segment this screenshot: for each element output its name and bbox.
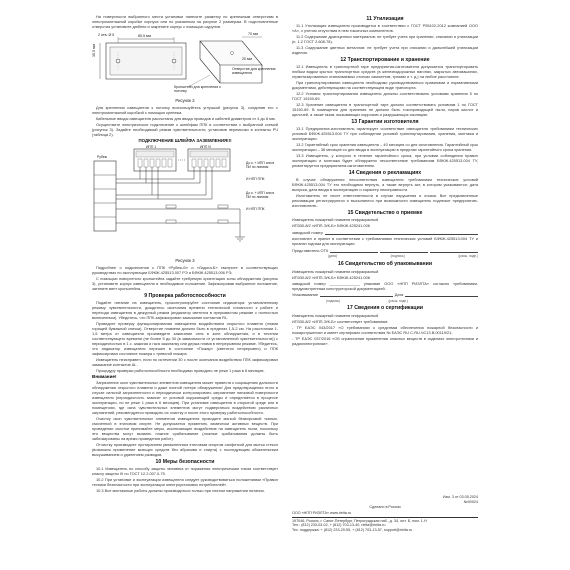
- attention-paragraph: Загрязнение окон чувствительных элементов извещателя может привести к сокращению дальности обнаружения открытого пламени и даже полной потере обнаружения! Для предотвращения этого в случае сильной загрязненности и периодически контролировать загрязнение линзовой поверхности извещателя (периодичность зависит от условий окружающей среды и определяется в процессе эксплуатации, но не реже 1 раза в 6 месяцев). При установке извещателя в открытой среде или в помещениях, где окна чувствительных элементов могут подвергаться воздействию различных загрязнений, рекомендуется проводить их очистку и после этого проверку работоспособности.: [92, 380, 278, 416]
- company-row: [292, 511, 478, 518]
- section-16-title: 16 Свидетельство об упаковывании: [337, 260, 433, 267]
- otk-signature-field[interactable]: [380, 249, 428, 253]
- section-13-paragraph: 13.3 Извещатель, у которого в течение гарантийного срока, при условии соблюдения правил эксплуатации и монтажа будет обнаружено несоответствие требованиям БФКЖ.425513.004 ТУ, ремонтируется предприятием-изготовителем.: [292, 153, 478, 169]
- section-10-title: 10 Меры безопасности: [155, 458, 215, 465]
- company-support: Тех. поддержка: + (812) 233-29-55, + (812) 703-13-57, support@rielta.ru: [292, 528, 413, 533]
- pack-date-label: Дата: [394, 292, 404, 298]
- figure-2: [92, 31, 278, 97]
- made-in-russia: Сделано в России: [369, 505, 401, 509]
- figure-3-caption: Рисунок 3: [175, 258, 195, 263]
- mounting-dimensions-drawing: [92, 31, 278, 93]
- section-10-paragraph: 10.1 Извещатель по способу защиты человека от поражения электрическим током соответствует классу защиты III по ГОСТ 12.2.007.0-75.: [92, 466, 278, 477]
- pack-date-field[interactable]: [405, 293, 478, 297]
- otk-name-field[interactable]: [430, 249, 478, 253]
- right-note-1: До к. + ИПП или в ПИ по линиям: [246, 161, 275, 169]
- hint-signature: (подпись): [390, 254, 405, 259]
- mid-paragraph: Осуществите электрическое подключение к шлейфам ППК в соответствии с выбранной схемой (рисунок 3). Задайте необходимый режим чувствительности, установив перемычки в контакты РЧ (таблица 2).: [92, 122, 278, 137]
- section-12-paragraph: 12.3 Хранение извещателя в транспортной таре должно соответствовать условиям 1 по ГОСТ 15150-69. В помещении для хранения не должно быть токопроводящей пыли, паров кислот и щелочей, а также газов, вызывающих коррозию и разрушающих изоляцию.: [292, 102, 478, 118]
- hint-pack-signature: (подпись): [326, 298, 341, 303]
- hint-pack-name: (расш. подп.): [388, 298, 408, 303]
- hole-note-label: Отверстие для крепления извещателя: [232, 67, 276, 75]
- version-text: Изм. 3 от 03.05.2024: [442, 495, 478, 499]
- after-fig3-paragraph: С помощью поворотного кронштейна задайте требуемую ориентацию зоны обнаружения (рисунок 3), установите корпус извещателя в необходимое положение. Зафиксировав выбранное положение, затяните винт кронштейна.: [92, 276, 278, 291]
- section-15-text: изготовлен и принят в соответствии с требованиями технических условий БФКЖ.425513.004 ТУ и признан годным для эксплуатации.: [292, 236, 478, 247]
- after-fig3-paragraph: Подробнее о подключении к ППК «Рубеж-Б» и «Ладога-Б» смотрите в соответствующих руководствах по эксплуатации БФКЖ.425513.007 РЭ и БФКЖ.425513.006 РЭ.: [92, 265, 278, 275]
- serial-number-field[interactable]: [325, 231, 478, 235]
- right-note-4: И НПП ППК: [246, 207, 265, 211]
- figure-3-title: ПОДКЛЮЧЕНИЕ ШЛЕЙФА ЗАЗЕМЛЕНИЯ!!!: [138, 138, 232, 143]
- section-16-line: ИП330-8/2 «ИПП-Э/К-Б» БФКЖ.425241.006: [292, 274, 370, 280]
- dim-left-label: 35,5 мм: [92, 44, 96, 57]
- device-n-label: ИПП N: [200, 145, 211, 149]
- section-17-line: - ТР ЕАЭС 037/2016 «Об ограничении применения опасных веществ в изделиях электротехники и радиоэлектроники».: [292, 335, 478, 346]
- section-17-line: Извещатель пожарный пламени инфракрасный: [292, 312, 379, 318]
- section-12-paragraph: При транспортировании извещателя необходимо руководствоваться правилами и нормативными документами, действующими на соответствующем виде транспорта.: [292, 80, 478, 91]
- section-14-paragraph: Изготовитель не несет ответственности в случае нарушения и отказа. Все предъявленные рекламации регистрируются и высылаются при возможности извещатель подлежит предприятию-изготовителю.: [292, 193, 478, 209]
- right-column: [292, 14, 478, 347]
- hint-name: (расш. подп.): [458, 254, 478, 259]
- serial-number-row: [292, 230, 478, 235]
- section-17-line: ИП330-8/2 «ИПП-Э/К-Б» соответствует требованиям:: [292, 318, 389, 324]
- company-name: ООО «НПП РИЗЛТА» www.rielta.ru: [292, 510, 352, 515]
- section-15-line: ИП330-8/2 «ИПП-Э/К-Б» БФКЖ.425241.006: [292, 223, 370, 229]
- section-9-paragraph: Извещатель неисправен, если по истечении 30 с после окончания воздействия ППК зафиксировал замыкание контактов AL.: [92, 357, 278, 368]
- company-address: 197046, Россия, г. Санкт-Петербург, Петроградская наб., д. 34, лит. Б, пом. 1-Н: [292, 518, 427, 523]
- pack-hints: [292, 299, 478, 304]
- otk-label: Представитель ОТК: [292, 247, 329, 253]
- section-12-title: 12 Транспортирование и хранение: [340, 56, 430, 63]
- section-9-paragraph: Проведите проверку функционирования извещателя воздействием открытого пламени (пламя горящей бумажной спички). Отверстие пламени должно быть в пределах 1,5-2 см. На расстоянии 1-1,5 метра от извещателя произведите зажигание огня в зоне обнаружения, и в течении соответствующего времени (не более 5 до 30 (в зависимости от установленной чувствительности)) с периодичностью в 1 с. зажигая и гася зажигалку или держа пламя в непрерывном режиме. Убедитесь, что индикатор извещателя перешел в состояние «Пожар» (светится непрерывно) и ППК зафиксировал состояние пожара с тревогой пожара.: [92, 321, 278, 357]
- right-note-2: И НПП ППК: [246, 177, 265, 181]
- section-10-paragraph: 10.2 При установке и эксплуатации извещателя следует руководствоваться положениями «Правил техники безопасности при эксплуатации электроустановок потребителей».: [92, 477, 278, 488]
- dim-right-label: 70 мм: [248, 32, 258, 36]
- pack-label: Упаковывание: [292, 292, 319, 298]
- otk-row: [292, 248, 478, 253]
- hint-date: (дата): [328, 254, 337, 259]
- right-note-3: До к. + ИПП или в ПИ по линиям: [246, 191, 275, 199]
- otk-hints: [292, 254, 478, 259]
- section-17-line: - ТР ЕАЭС 043/2017 «О требованиях к средствам обеспечения пожарной безопасности и пожаротушения» и имеет сертификат соответствия № ЕАЭС RU С-RU.ЧС13.В.00119/21;: [292, 324, 478, 335]
- section-13-paragraph: 13.1 Предприятие-изготовитель гарантирует соответствие извещателя требованиям технических условий БФКЖ.425513.004 ТУ при соблюдении условий транспортирования, хранения, монтажа и эксплуатации.: [292, 126, 478, 142]
- section-14-paragraph: В случае обнаружения несоответствия извещателя требованиям технических условий БФКЖ.425513.004 ТУ его необходимо вернуть, а также вернуть акт, в котором указываются: дата выпуска, дата ввода в эксплуатацию и характер неисправности.: [292, 177, 478, 193]
- section-11-title: 11 Утилизация: [366, 15, 404, 22]
- section-13-paragraph: 13.2 Гарантийный срок хранения извещателя – 40 месяцев со дня изготовления. Гарантийный срок эксплуатации – 36 месяцев со дня ввода в эксплуатацию в пределах гарантийного срока хранения.: [292, 142, 478, 153]
- attention-paragraph: Отчистку производите протиранием увлажненным этиловым спиртом салфеткой для мытья стекол (возможно применение моющих средств без абразива и спирта) с последующим обязательным высушиванием и удалением разводов.: [92, 442, 278, 458]
- section-11-paragraph: 11.3 Содержание цветных металлов: не требует учета при списании и дальнейшей утилизации изделия.: [292, 45, 478, 56]
- dim-small-label: 20 мм: [242, 57, 252, 61]
- section-9-paragraph: Процедуру проверки работоспособности необходимо проводить не реже 1 раза в 6 месяцев.: [96, 368, 265, 374]
- section-11-paragraph: 11.1 Утилизация извещателя производится в соответствии с ГОСТ Р55102-2012 компанией ООО «А», с учетом отсутствия в нем токсичных компонентов.: [292, 23, 478, 34]
- section-13-title: 13 Гарантии изготовителя: [351, 118, 419, 125]
- section-12-paragraph: 12.1 Извещатель в транспортной таре предприятия-изготовителя допускается транспортировать любым видом крытых транспортных средств (в железнодорожных вагонах, закрытых автомашинах, герметизированных отапливаемых отсеках самолетов, трюмах и т. д.) на любое расстояние.: [292, 64, 478, 80]
- serial-number-label: заводской номер: [292, 229, 323, 235]
- pack-signature-field[interactable]: [320, 293, 393, 297]
- section-16-line: Извещатель пожарный пламени инфракрасный: [292, 268, 379, 274]
- dim-top-label: 85,5 мм: [138, 34, 151, 38]
- left-column: [92, 14, 278, 494]
- section-9-paragraph: Подайте питание на извещатель, проконтролируйте состояние индикатора: установленному режиму чувствительности, дождитесь окончания времени технической готовности к работе и перехода извещателя в дежурный режим (индикатор светится в прерывистом режиме с полностью включенным). Убедитесь, что ППК зафиксировал замыкание контактов RL.: [92, 300, 278, 321]
- company-phones: Тел.: (812) 233-03-02, + (812) 703-13-40, rielta@rielta.ru: [292, 523, 386, 528]
- otk-date-field[interactable]: [330, 249, 378, 253]
- intro-paragraph: На поверхности выбранного места установки нанесите разметку по крепежным отверстиям в электромонтажной коробке корпуса или по указанным на рисунке 2 размерам. В подготовленные отверстия установите дюбели и закрепите корпус с помощью шурупов.: [92, 14, 278, 29]
- section-11-paragraph: 11.2 Содержание драгоценных материалов: не требует учета при хранении, списании и утилизации (п. 1.2 ГОСТ 2.608-78).: [292, 34, 478, 45]
- section-10-paragraph: 10.3 Все монтажные работы должны производиться только при снятом напряжении питания.: [96, 488, 265, 494]
- attention-paragraph: Очистку окон чувствительных элементов извещателя проводите мягкой безворсовой тканью, смоченной в этиловом спирте. Не допускается применять химически активных веществ. При проведении очистки принимайте меры, исключающие воздействие на извещатель пыли, поскольку эти вещества могут вызвать ложное срабатывание (ложные срабатывания должны быть заблокированы на время проведения работ).: [92, 416, 278, 442]
- section-17-title: 17 Сведения о сертификации: [347, 305, 423, 312]
- mid-paragraph: Для крепления извещателя к потолку воспользуйтесь углушкой (рисунок 3), соединив его с электромонтажной коробкой с помощью крепежа.: [92, 105, 278, 115]
- mid-paragraph: Кабельные вводы извещателя рассчитаны для ввода проводов и кабелей диаметром от 4 до 8 мм.: [96, 116, 276, 121]
- section-14-title: 14 Сведения о рекламациях: [348, 169, 422, 176]
- device-1-label: ИПП 1: [146, 145, 157, 149]
- doc-number: №00024: [463, 499, 478, 504]
- attention-title: Внимание!: [92, 374, 117, 380]
- pack-row: [292, 292, 478, 297]
- section-9-title: 9 Проверка работоспособности: [144, 292, 226, 299]
- section-16-text: заводской номер ______________ упакован ООО «НПП РИЗЛТА» согласно требованиям, предусмотренным конструкторской документацией.: [292, 280, 478, 291]
- footer: [292, 495, 478, 533]
- section-15-title: 15 Свидетельство о приемке: [347, 209, 423, 216]
- version-block: [443, 495, 478, 505]
- section-15-line: Извещатель пожарный пламени инфракрасный: [292, 217, 379, 223]
- holes-label: 2 отв. Ø 5: [98, 33, 115, 37]
- section-12-paragraph: 12.2 Условия транспортирования извещателя должны соответствовать условиям хранения 5 по ГОСТ 15150-69.: [292, 91, 478, 102]
- figure-3: [92, 145, 278, 257]
- ppk-label: Рубеж: [97, 155, 108, 159]
- mount-label: Кронштейн для крепления к потолку: [174, 85, 221, 93]
- figure-2-caption: Рисунок 2: [175, 98, 195, 103]
